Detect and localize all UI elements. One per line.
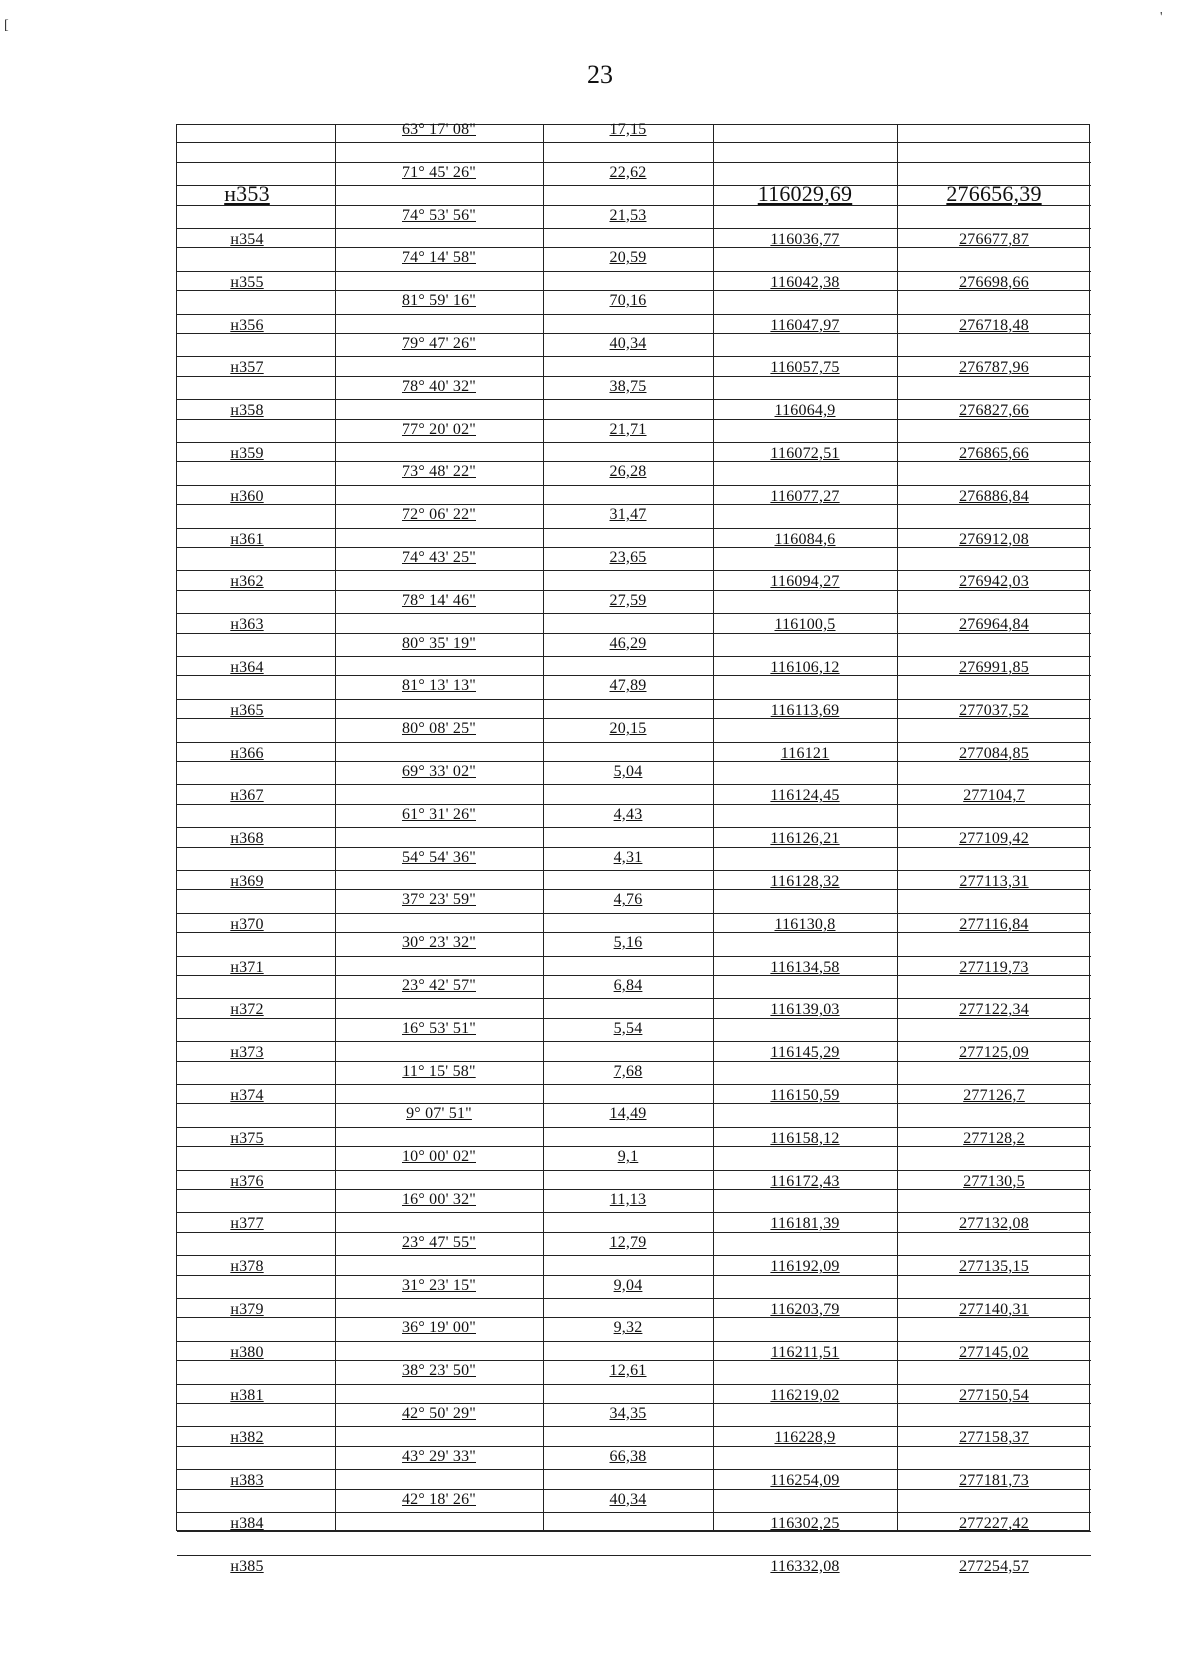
distance: 47,89: [609, 677, 647, 695]
point-name: н357: [230, 359, 264, 377]
coordinate-x: 116113,69: [770, 701, 840, 719]
direction-angle: 23° 47' 55": [401, 1233, 476, 1251]
point-name: н378: [230, 1258, 264, 1276]
row-divider: [713, 956, 1091, 957]
point-name: н384: [230, 1515, 264, 1532]
distance: 40,34: [609, 1490, 647, 1508]
coordinate-y: 277140,31: [959, 1301, 1029, 1318]
coordinate-x: 116126,21: [770, 830, 840, 848]
row-divider: [177, 675, 1091, 676]
direction-angle: 23° 42' 57": [401, 977, 476, 994]
coordinate-y: 277109,42: [959, 830, 1029, 848]
row-divider: [177, 827, 713, 828]
point-name: н358: [230, 402, 264, 420]
point-name: н353: [224, 181, 270, 207]
row-divider: [177, 1212, 713, 1213]
direction-angle: 38° 23' 50": [401, 1362, 476, 1380]
coordinate-y: 277145,02: [959, 1343, 1029, 1361]
point-name: н355: [230, 273, 264, 291]
direction-angle: 69° 33' 02": [401, 763, 476, 780]
point-name: н356: [230, 316, 264, 334]
point-name: н377: [230, 1215, 264, 1233]
direction-angle: 16° 00' 32": [401, 1191, 476, 1208]
distance: 12,79: [609, 1233, 647, 1251]
coordinate-y: 276656,39: [946, 181, 1042, 207]
coordinate-x: 116181,39: [770, 1215, 840, 1233]
distance: 4,76: [613, 891, 643, 909]
row-divider: [177, 1317, 1091, 1318]
row-divider: [177, 1298, 713, 1299]
direction-angle: 54° 54' 36": [401, 848, 476, 866]
distance: 38,75: [609, 377, 647, 395]
point-name: н375: [230, 1129, 264, 1147]
row-divider: [713, 485, 1091, 486]
row-divider: [713, 742, 1091, 743]
coordinate-y: 277254,57: [959, 1557, 1029, 1575]
coordinate-y: 276677,87: [959, 231, 1029, 248]
distance: 5,54: [613, 1019, 643, 1037]
direction-angle: 78° 40' 32": [401, 377, 476, 395]
point-name: н354: [230, 231, 264, 248]
point-name: н370: [230, 915, 264, 933]
distance: 40,34: [609, 335, 647, 352]
row-divider: [177, 1189, 1091, 1190]
direction-angle: 31° 23' 15": [401, 1276, 476, 1294]
point-name: н359: [230, 445, 264, 462]
coordinate-y: 277181,73: [959, 1472, 1029, 1490]
distance: 5,16: [613, 934, 643, 952]
row-divider: [713, 1170, 1091, 1171]
row-divider: [177, 547, 1091, 548]
direction-angle: 81° 13' 13": [401, 677, 476, 695]
row-divider: [713, 1127, 1091, 1128]
row-divider: [713, 228, 1091, 229]
coordinate-x: 116139,03: [770, 1001, 840, 1019]
row-divider: [713, 870, 1091, 871]
row-divider: [713, 1469, 1091, 1470]
row-divider: [177, 1170, 713, 1171]
row-divider: [177, 461, 1091, 462]
coordinate-x: 116094,27: [770, 573, 840, 591]
row-divider: [177, 761, 1091, 762]
direction-angle: 81° 59' 16": [401, 292, 476, 310]
direction-angle: 78° 14' 46": [401, 591, 476, 609]
row-divider: [177, 1275, 1091, 1276]
coordinate-y: 277227,42: [959, 1515, 1029, 1532]
row-divider: [713, 142, 1091, 143]
coordinate-y: 277125,09: [959, 1044, 1029, 1062]
coordinate-y: 277037,52: [959, 701, 1029, 719]
row-divider: [177, 399, 713, 400]
row-divider: [177, 1384, 713, 1385]
row-divider: [177, 376, 1091, 377]
row-divider: [713, 699, 1091, 700]
row-divider: [177, 442, 713, 443]
distance: 9,1: [617, 1148, 639, 1166]
row-divider: [177, 504, 1091, 505]
coordinate-y: 277158,37: [959, 1429, 1029, 1447]
coordinate-x: 116192,09: [770, 1258, 840, 1276]
row-divider: [177, 1061, 1091, 1062]
row-divider: [177, 742, 713, 743]
coordinate-y: 276964,84: [959, 616, 1029, 634]
coordinate-x: 116084,6: [774, 530, 836, 548]
row-divider: [713, 570, 1091, 571]
coordinate-y: 276718,48: [959, 316, 1029, 334]
direction-angle: 72° 06' 22": [401, 506, 476, 524]
point-name: н361: [230, 530, 264, 548]
direction-angle: 36° 19' 00": [401, 1319, 476, 1337]
distance: 4,43: [613, 805, 643, 823]
coordinate-y: 277116,84: [959, 915, 1029, 933]
coordinate-y: 277126,7: [963, 1087, 1025, 1104]
point-name: н382: [230, 1429, 264, 1447]
coordinate-x: 116219,02: [770, 1386, 840, 1404]
row-divider: [177, 804, 1091, 805]
row-divider: [177, 956, 713, 957]
row-divider: [177, 633, 1091, 634]
coordinate-x: 116203,79: [770, 1301, 840, 1318]
margin-mark-left: [: [4, 18, 9, 33]
point-name: н379: [230, 1301, 264, 1318]
row-divider: [713, 613, 1091, 614]
coordinate-y: 277113,31: [959, 873, 1029, 890]
direction-angle: 16° 53' 51": [401, 1019, 476, 1037]
row-divider: [177, 314, 713, 315]
coordinate-y: 277084,85: [959, 744, 1029, 762]
row-divider: [713, 1555, 1091, 1556]
coordinate-y: 277119,73: [959, 958, 1029, 976]
row-divider: [177, 1127, 713, 1128]
coordinate-x: 116302,25: [770, 1515, 840, 1532]
row-divider: [713, 1341, 1091, 1342]
direction-angle: 42° 18' 26": [401, 1490, 476, 1508]
direction-angle: 63° 17' 08": [401, 121, 476, 138]
row-divider: [713, 1212, 1091, 1213]
point-name: н364: [230, 659, 264, 676]
distance: 17,15: [609, 121, 647, 138]
row-divider: [177, 590, 1091, 591]
row-divider: [177, 142, 713, 143]
coordinate-x: 116145,29: [770, 1044, 840, 1062]
direction-angle: 30° 23' 32": [401, 934, 476, 952]
coordinate-y: 276942,03: [959, 573, 1029, 591]
row-divider: [177, 1403, 1091, 1404]
distance: 20,59: [609, 249, 647, 267]
coordinate-y: 276912,08: [959, 530, 1029, 548]
row-divider: [177, 613, 713, 614]
row-divider: [713, 314, 1091, 315]
direction-angle: 61° 31' 26": [401, 805, 476, 823]
coordinate-x: 116064,9: [774, 402, 836, 420]
row-divider: [177, 699, 713, 700]
coordinate-y: 276991,85: [959, 659, 1029, 676]
coordinate-x: 116158,12: [770, 1129, 840, 1147]
row-divider: [713, 656, 1091, 657]
direction-angle: 74° 53' 56": [401, 206, 476, 224]
row-divider: [713, 1426, 1091, 1427]
row-divider: [713, 1084, 1091, 1085]
coordinate-x: 116134,58: [770, 958, 840, 976]
coordinate-x: 116254,09: [770, 1472, 840, 1490]
row-divider: [177, 356, 713, 357]
point-name: н385: [230, 1557, 264, 1575]
row-divider: [713, 271, 1091, 272]
point-name: н363: [230, 616, 264, 634]
coordinate-x: 116047,97: [770, 316, 840, 334]
row-divider: [177, 247, 1091, 248]
distance: 34,35: [609, 1405, 647, 1422]
direction-angle: 74° 43' 25": [401, 549, 476, 566]
row-divider: [177, 1146, 1091, 1147]
point-name: н372: [230, 1001, 264, 1019]
coordinate-x: 116332,08: [770, 1557, 840, 1575]
point-name: н381: [230, 1386, 264, 1404]
direction-angle: 80° 35' 19": [401, 634, 476, 652]
row-divider: [177, 1512, 713, 1513]
coordinate-x: 116130,8: [774, 915, 836, 933]
row-divider: [177, 419, 1091, 420]
coordinate-x: 116106,12: [770, 659, 840, 676]
direction-angle: 42° 50' 29": [401, 1405, 476, 1422]
row-divider: [177, 1469, 713, 1470]
coordinate-x: 116036,77: [770, 231, 840, 248]
coordinate-x: 116211,51: [770, 1343, 840, 1361]
point-name: н368: [230, 830, 264, 848]
page-number: 23: [587, 60, 613, 89]
coordinate-x: 116128,32: [770, 873, 840, 890]
row-divider: [177, 656, 713, 657]
row-divider: [177, 870, 713, 871]
row-divider: [177, 1232, 1091, 1233]
distance: 46,29: [609, 634, 647, 652]
point-name: н366: [230, 744, 264, 762]
direction-angle: 71° 45' 26": [401, 163, 476, 181]
row-divider: [177, 889, 1091, 890]
distance: 11,13: [609, 1191, 647, 1208]
row-divider: [177, 290, 1091, 291]
distance: 5,04: [613, 763, 643, 780]
row-divider: [177, 1489, 1091, 1490]
direction-angle: 79° 47' 26": [401, 335, 476, 352]
point-name: н362: [230, 573, 264, 591]
coordinate-y: 277122,34: [959, 1001, 1029, 1019]
row-divider: [713, 913, 1091, 914]
direction-angle: 80° 08' 25": [401, 720, 476, 738]
coordinate-x: 116150,59: [770, 1087, 840, 1104]
point-name: н360: [230, 487, 264, 505]
coordinates-table: [176, 121, 1090, 1575]
distance: 12,61: [609, 1362, 647, 1380]
point-name: н383: [230, 1472, 264, 1490]
distance: 31,47: [609, 506, 647, 524]
coordinate-x: 116121: [780, 744, 830, 762]
distance: 21,53: [609, 206, 647, 224]
row-divider: [177, 784, 713, 785]
row-divider: [177, 1018, 1091, 1019]
row-divider: [713, 784, 1091, 785]
distance: 7,68: [613, 1062, 643, 1080]
row-divider: [177, 1255, 713, 1256]
coordinate-x: 116077,27: [770, 487, 840, 505]
coordinate-x: 116228,9: [774, 1429, 836, 1447]
row-divider: [177, 228, 713, 229]
row-divider: [713, 442, 1091, 443]
coordinate-y: 277104,7: [963, 787, 1025, 805]
row-divider: [177, 485, 713, 486]
coordinate-y: 277130,5: [963, 1172, 1025, 1190]
distance: 66,38: [609, 1447, 647, 1465]
row-divider: [177, 998, 713, 999]
distance: 21,71: [609, 420, 647, 438]
row-divider: [177, 932, 1091, 933]
row-divider: [177, 162, 1091, 163]
coordinate-x: 116100,5: [774, 616, 836, 634]
row-divider: [177, 975, 1091, 976]
point-name: н367: [230, 787, 264, 805]
distance: 9,04: [613, 1276, 643, 1294]
row-divider: [177, 271, 713, 272]
row-divider: [177, 1555, 713, 1556]
direction-angle: 11° 15' 58": [402, 1062, 476, 1080]
row-divider: [713, 998, 1091, 999]
row-divider: [177, 1341, 713, 1342]
row-divider: [177, 1446, 1091, 1447]
distance: 14,49: [609, 1105, 647, 1123]
direction-angle: 37° 23' 59": [401, 891, 476, 909]
point-name: н374: [230, 1087, 264, 1104]
distance: 6,84: [613, 977, 643, 994]
direction-angle: 74° 14' 58": [401, 249, 476, 267]
direction-angle: 77° 20' 02": [401, 420, 476, 438]
coordinate-y: 276787,96: [959, 359, 1029, 377]
coordinate-y: 277128,2: [963, 1129, 1025, 1147]
coordinate-y: 277135,15: [959, 1258, 1029, 1276]
coordinate-y: 277132,08: [959, 1215, 1029, 1233]
coordinate-y: 276886,84: [959, 487, 1029, 505]
point-name: н371: [230, 958, 264, 976]
coordinate-y: 276865,66: [959, 445, 1029, 462]
row-divider: [177, 847, 1091, 848]
row-divider: [713, 1384, 1091, 1385]
distance: 20,15: [609, 720, 647, 738]
row-divider: [177, 205, 1091, 206]
row-divider: [713, 1512, 1091, 1513]
row-divider: [177, 1426, 713, 1427]
point-name: н380: [230, 1343, 264, 1361]
coordinate-x: 116172,43: [770, 1172, 840, 1190]
distance: 9,32: [613, 1319, 643, 1337]
distance: 70,16: [609, 292, 647, 310]
row-divider: [713, 399, 1091, 400]
row-divider: [177, 570, 713, 571]
row-divider: [713, 1041, 1091, 1042]
direction-angle: 73° 48' 22": [401, 463, 476, 481]
row-divider: [713, 1255, 1091, 1256]
row-divider: [177, 528, 713, 529]
coordinate-x: 116124,45: [770, 787, 840, 805]
row-divider: [177, 1103, 1091, 1104]
coordinate-x: 116042,38: [770, 273, 840, 291]
distance: 27,59: [609, 591, 647, 609]
row-divider: [177, 913, 713, 914]
coordinate-x: 116057,75: [770, 359, 840, 377]
row-divider: [713, 827, 1091, 828]
row-divider: [713, 528, 1091, 529]
row-divider: [177, 1041, 713, 1042]
row-divider: [177, 718, 1091, 719]
row-divider: [177, 333, 1091, 334]
direction-angle: 9° 07' 51": [406, 1105, 472, 1123]
coordinate-y: 276827,66: [959, 402, 1029, 420]
margin-mark-right: ': [1160, 10, 1163, 25]
coordinate-x: 116029,69: [757, 181, 853, 207]
distance: 4,31: [613, 848, 643, 866]
coordinate-y: 276698,66: [959, 273, 1029, 291]
direction-angle: 43° 29' 33": [401, 1447, 476, 1465]
row-divider: [177, 1084, 713, 1085]
row-divider: [713, 356, 1091, 357]
row-divider: [177, 1531, 1091, 1532]
distance: 23,65: [609, 549, 647, 566]
row-divider: [177, 1360, 1091, 1361]
point-name: н373: [230, 1044, 264, 1062]
coordinate-y: 277150,54: [959, 1386, 1029, 1404]
coordinate-x: 116072,51: [770, 445, 840, 462]
point-name: н365: [230, 701, 264, 719]
row-divider: [713, 1298, 1091, 1299]
distance: 26,28: [609, 463, 647, 481]
distance: 22,62: [609, 163, 647, 181]
point-name: н376: [230, 1172, 264, 1190]
direction-angle: 10° 00' 02": [401, 1148, 476, 1166]
point-name: н369: [230, 873, 264, 890]
